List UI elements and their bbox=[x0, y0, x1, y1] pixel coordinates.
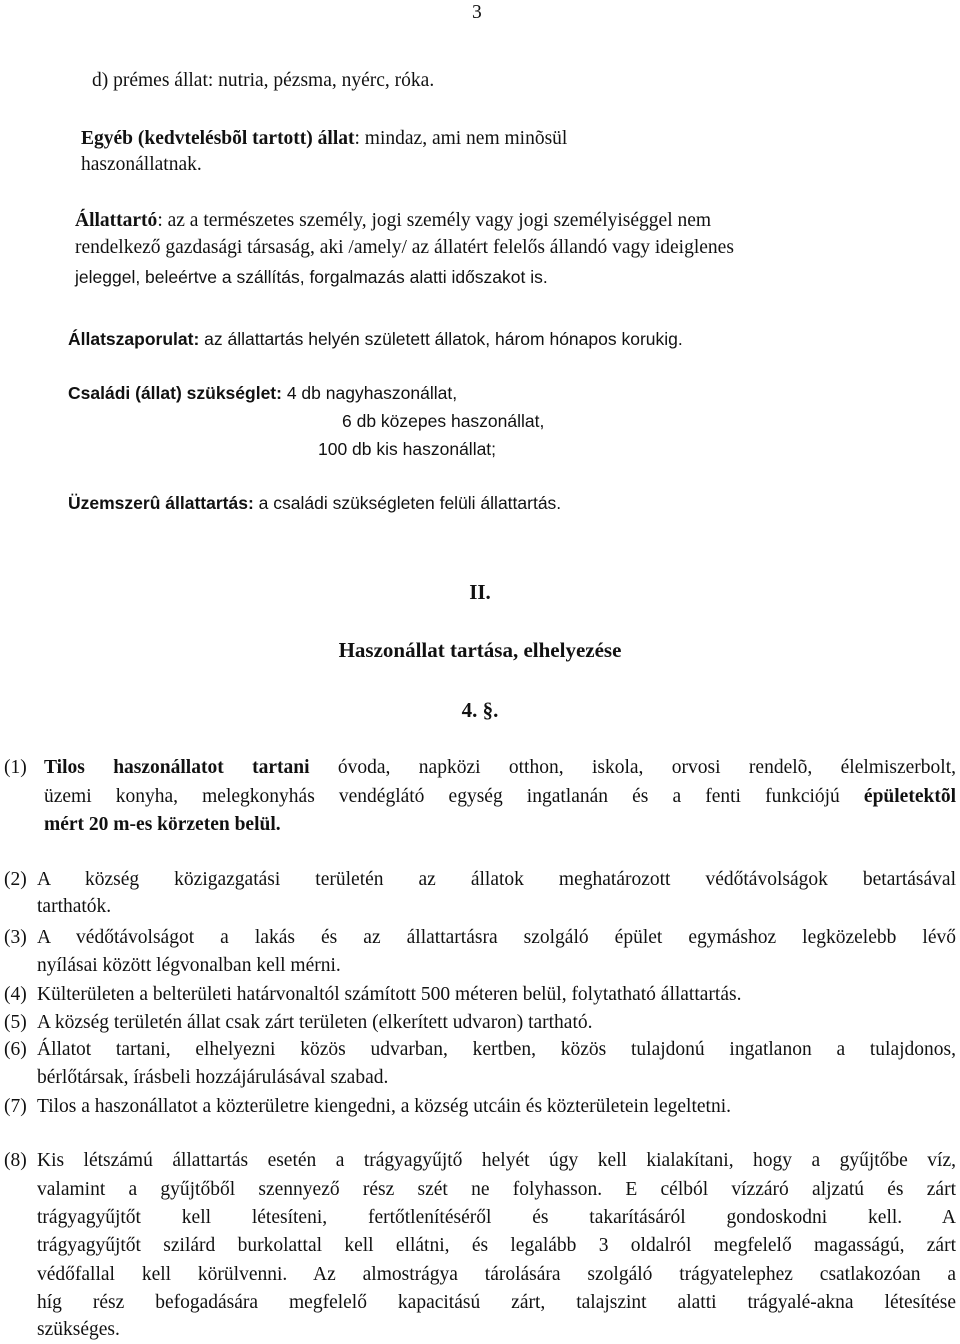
paragraph-2-number: (2) bbox=[4, 869, 27, 890]
definition-uzemszeru bbox=[68, 490, 561, 516]
definition-csaladi-line3: 100 db kis haszonállat; bbox=[318, 439, 497, 459]
paragraph-3-number: (3) bbox=[4, 927, 27, 948]
definition-uzemszeru-term: Üzemszerû állattartás: bbox=[68, 493, 254, 513]
paragraph-1-bold: Tilos haszonállatot tartani bbox=[44, 757, 310, 778]
paragraph-8-line2: valamint a gyűjtőből szennyező rész szét ne folyhasson. E célból vízzáró aljzatú és zárt bbox=[37, 1179, 956, 1200]
definition-szaporulat bbox=[68, 326, 683, 352]
paragraph-6-number: (6) bbox=[4, 1039, 27, 1060]
definition-csaladi bbox=[68, 380, 457, 406]
paragraph-8-line4: trágyagyűjtőt szilárd burkolattal kell ellátni, és legalább 3 oldalról megfelelő magasságú, zárt bbox=[37, 1235, 956, 1256]
definition-allattarto-line3: jeleggel, beleértve a szállítás, forgalmazás alatti időszakot is. bbox=[75, 267, 548, 287]
paragraph-7-line1: Tilos a haszonállatot a közterületre kiengedni, a község utcáin és közterületein legeltetni. bbox=[37, 1096, 732, 1117]
paragraph-8-number: (8) bbox=[4, 1150, 27, 1171]
paragraph-8-line3: trágyagyűjtőt kell létesíteni, fertőtlenítéséről és takarításáról gondoskodni kell. A bbox=[37, 1207, 956, 1228]
paragraph-8-line1: Kis létszámú állattartás esetén a trágyagyűjtő helyét úgy kell kialakítani, hogy a gyűjtőbe víz, bbox=[37, 1150, 956, 1171]
paragraph-1-line3 bbox=[44, 812, 281, 838]
paragraph-2-line2: tarthatók. bbox=[37, 896, 112, 917]
paragraph-1-line2 bbox=[44, 784, 956, 810]
definition-szaporulat-term: Állatszaporulat: bbox=[68, 329, 200, 349]
definition-csaladi-term: Családi (állat) szükséglet: bbox=[68, 383, 282, 403]
definition-allattarto-term: Állattartó bbox=[75, 210, 158, 231]
definition-egyeb-cont: haszonállatnak. bbox=[81, 154, 202, 175]
paragraph-3-line1: A védőtávolságot a lakás és az állattartásra szolgáló épület egymáshoz legközelebb lévő bbox=[37, 927, 956, 948]
definition-szaporulat-text: az állattartás helyén született állatok, három hónapos korukig. bbox=[199, 329, 683, 349]
paragraph-1-line2-bold: épületektõl bbox=[863, 786, 956, 807]
paragraph-4-number: (4) bbox=[4, 984, 27, 1005]
paragraph-3-line2: nyílásai között légvonalban kell mérni. bbox=[37, 955, 341, 976]
paragraph-1-line3-bold: mért 20 m-es körzeten belül. bbox=[44, 814, 281, 835]
paragraph-6-line2: bérlőtársak, írásbeli hozzájárulásával szabad. bbox=[37, 1067, 389, 1088]
section-title: Haszonállat tartása, elhelyezése bbox=[338, 638, 622, 662]
definition-uzemszeru-text: a családi szükségleten felüli állattartás. bbox=[253, 493, 562, 513]
paragraph-8-last-line: szükséges. bbox=[37, 1319, 120, 1340]
paragraph-8-line5: védőfallal kell körülvenni. Az almostrágya tárolására szolgáló trágyatelephez csatlakozóan a bbox=[37, 1264, 956, 1285]
definition-allattarto-text: : az a természetes személy, jogi személy vagy jogi személyiséggel nem bbox=[157, 210, 712, 231]
paragraph-6-line1: Állatot tartani, elhelyezni közös udvarban, kertben, közös tulajdonú ingatlanon a tulajdonos, bbox=[37, 1039, 956, 1060]
paragraph-7-number: (7) bbox=[4, 1096, 27, 1117]
section-roman-numeral: II. bbox=[469, 580, 491, 604]
paragraph-sign: 4. §. bbox=[461, 698, 499, 722]
page-number: 3 bbox=[472, 2, 482, 23]
paragraph-5-line1: A község területén állat csak zárt területen (elkerített udvaron) tartható. bbox=[37, 1012, 593, 1033]
paragraph-1-number: (1) bbox=[4, 757, 27, 778]
definition-allattarto bbox=[75, 208, 711, 234]
definition-d: d) prémes állat: nutria, pézsma, nyérc, róka. bbox=[92, 70, 435, 91]
definition-csaladi-line1: 4 db nagyhaszonállat, bbox=[281, 383, 458, 403]
definition-egyeb-term: Egyéb (kedvtelésbõl tartott) állat bbox=[81, 128, 355, 149]
definition-allattarto-line2: rendelkező gazdasági társaság, aki /amely/ az állatért felelős állandó vagy ideiglenes bbox=[75, 237, 734, 258]
paragraph-1-line1 bbox=[44, 755, 956, 781]
definition-csaladi-line2: 6 db közepes haszonállat, bbox=[342, 411, 545, 431]
paragraph-2-line1: A község közigazgatási területén az állatok meghatározott védőtávolságok betartásával bbox=[37, 869, 956, 890]
paragraph-4-line1: Külterületen a belterületi határvonaltól számított 500 méteren belül, folytatható állattartás. bbox=[37, 984, 742, 1005]
paragraph-5-number: (5) bbox=[4, 1012, 27, 1033]
definition-egyeb bbox=[81, 126, 567, 152]
definition-egyeb-text: : mindaz, ami nem minõsül bbox=[354, 128, 568, 149]
paragraph-8-line6: híg rész befogadására megfelelő kapacitású zárt, talajszint alatti trágyalé-akna létesítése bbox=[37, 1292, 956, 1313]
paragraph-1-text: óvoda, napközi otthon, iskola, orvosi rendelõ, élelmiszerbolt, bbox=[309, 757, 956, 778]
paragraph-1-line2-text: üzemi konyha, melegkonyhás vendéglátó egység ingatlanán és a fenti funkciójú bbox=[44, 786, 864, 807]
